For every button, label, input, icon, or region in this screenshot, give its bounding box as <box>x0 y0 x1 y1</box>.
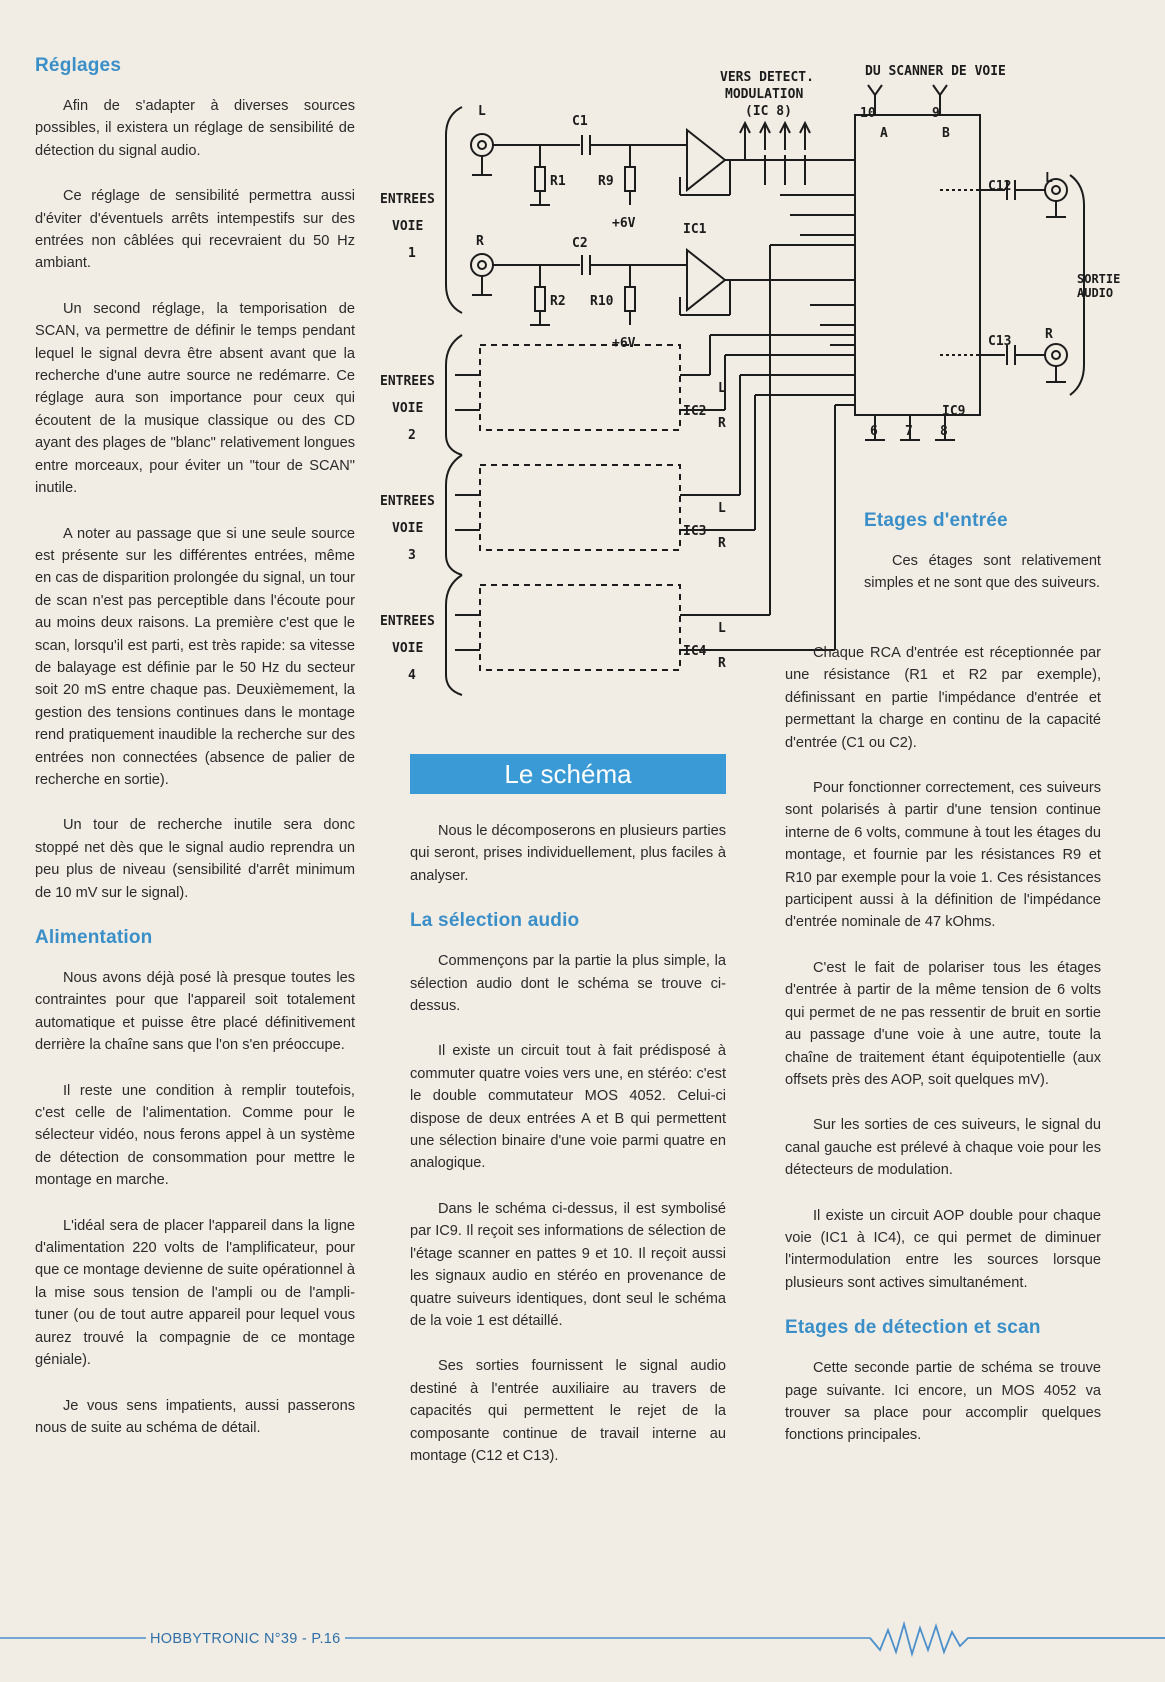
label-L-input: L <box>478 104 486 119</box>
label-entrees-2: ENTREES <box>380 374 435 389</box>
label-R2ch: R <box>718 416 726 431</box>
label-voie-2: VOIE <box>392 401 424 416</box>
right-column-top <box>864 510 1101 618</box>
paragraph: Afin de s'adapter à diverses sources possibles, il existera un réglage de sensibilité de détection du signal audio. <box>35 98 355 159</box>
label-R4ch: R <box>718 656 726 671</box>
paragraph: Pour fonctionner correctement, ces suiveurs sont polarisés à partir d'une tension continue interne de 6 volts, commune à tout les étages du montage, et fournie par les résistances R9 et R10 par exemple pour la voie 1. Ces résistances participent aussi à la définition de l'impédance d'entrée nominale de 47 kOhms. <box>785 780 1101 931</box>
label-du-scanner: DU SCANNER DE VOIE <box>865 64 1006 79</box>
label-voie-3: VOIE <box>392 521 424 536</box>
paragraph: Un second réglage, la temporisation de SCAN, va permettre de définir le temps pendant lequel le signal devra être absent avant que la recherche d'une autre source ne redémarre. Ce réglage aura son importance pour ceux qui écoutent de la musique classique ou des CD ayant des plages de "blanc" relativement longues entre morceaux, pour éviter un "tour de SCAN" inutile. <box>35 300 355 497</box>
label-num-4: 4 <box>408 668 416 683</box>
right-column <box>785 642 1101 1470</box>
label-C2: C2 <box>572 236 588 251</box>
paragraph: Commençons par la partie la plus simple, la sélection audio dont le schéma se trouve ci-dessus. <box>410 953 726 1015</box>
label-pinB: B <box>942 126 950 141</box>
left-column <box>35 55 355 1462</box>
label-voie-1: VOIE <box>392 219 424 234</box>
label-entrees-1: ENTREES <box>380 192 435 207</box>
label-ic8: (IC 8) <box>745 104 792 119</box>
circuit-schematic <box>380 55 1121 725</box>
paragraph: Nous avons déjà posé là presque toutes les contraintes pour que l'appareil soit totalement automatique et puisse être placé définitivement derrière la chaîne sans que l'on s'en préoccupe. <box>35 970 355 1054</box>
label-plus6v-b: +6V <box>612 336 636 351</box>
paragraph: Chaque RCA d'entrée est réceptionnée par une résistance (R1 et R2 par exemple), définissant en partie l'impédance d'entrée et permettant la charge en continu de la capacité d'entrée (C1 ou C2). <box>785 645 1101 751</box>
middle-column <box>410 820 726 1490</box>
waveform-icon <box>870 1624 1165 1654</box>
label-C12: C12 <box>988 179 1012 194</box>
label-R10: R10 <box>590 294 614 309</box>
label-pin10: 10 <box>860 106 876 121</box>
paragraph: Ces étages sont relativement simples et ne sont que des suiveurs. <box>864 553 1101 592</box>
label-L4: L <box>718 621 726 636</box>
paragraph: Il existe un circuit AOP double pour chaque voie (IC1 à IC4), ce qui permet de diminuer l'intermodulation entre les sources lorsque plusieurs sont actives simultanément. <box>785 1207 1101 1291</box>
label-num-1: 1 <box>408 246 416 261</box>
heading-reglages: Réglages <box>35 55 122 76</box>
label-pin7: 7 <box>905 424 913 439</box>
heading-etages-entree: Etages d'entrée <box>864 510 1008 531</box>
label-entrees-3: ENTREES <box>380 494 435 509</box>
paragraph: Je vous sens impatients, aussi passerons nous de suite au schéma de détail. <box>35 1397 355 1436</box>
paragraph: C'est le fait de polariser tous les étages d'entrée à partir de la même tension de 6 volts qui permet de ne pas ressentir de bruit en sortie au passage d'une voie à une autre, toute la chaîne de traitement étant équipotentielle (aux offsets près des AOP, soit quelques mV). <box>785 959 1101 1088</box>
label-R9: R9 <box>598 174 614 189</box>
label-sortie: SORTIE <box>1077 272 1121 286</box>
label-pin9: 9 <box>932 106 940 121</box>
label-audio: AUDIO <box>1077 286 1114 300</box>
paragraph: Dans le schéma ci-dessus, il est symbolisé par IC9. Il reçoit ses informations de sélection de l'étage scanner en pattes 9 et 10. Il reçoit aussi les signaux audio en stéréo en provenance de quatre suiveurs identiques, dont seul le schéma de la voie 1 est détaillé. <box>410 1200 726 1329</box>
paragraph: Il existe un circuit tout à fait prédisposé à commuter quatre voies vers une, en stéréo: c'est le double commutateur MOS 4052. Celui-ci dispose de deux entrées A et B qui permettent une sélection binaire d'une voie parmi quatre en analogique. <box>410 1043 726 1172</box>
label-IC9: IC9 <box>942 404 966 419</box>
heading-selection-audio: La sélection audio <box>410 910 580 932</box>
label-L3: L <box>718 501 726 516</box>
footer-page-number: HOBBYTRONIC N°39 - P.16 <box>146 1631 345 1647</box>
paragraph: Un tour de recherche inutile sera donc stoppé net dès que le signal audio reprendra un peu plus de niveau (sensibilité d'arrêt minimum de 10 mV sur le signal). <box>35 817 355 901</box>
label-C13: C13 <box>988 334 1012 349</box>
paragraph: Sur les sorties de ces suiveurs, le signal du canal gauche est prélevé à chaque voie pour les détecteurs de modulation. <box>785 1117 1101 1179</box>
paragraph: Nous le décomposerons en plusieurs parties qui seront, prises individuellement, plus faciles à analyser. <box>410 823 726 884</box>
label-num-3: 3 <box>408 548 416 563</box>
paragraph: Cette seconde partie de schéma se trouve page suivante. Ici encore, un MOS 4052 va trouver sa place pour accomplir quelques fonctions principales. <box>785 1360 1101 1444</box>
paragraph: A noter au passage que si une seule source est présente sur les différentes entrées, même en cas de disparition prolongée du signal, un tour de scan n'est pas perceptible dans l'écoute pour au moins deux raisons. La première c'est que le scan, lorsqu'il est parti, est très rapide: sa vitesse de balayage est définie par le 50 Hz du secteur soit 20 mS entre chaque pas. Deuxièmement, la gestion des tensions continues dans le montage rend pratiquement inaudible la recherche sur des entrées non connectées (absence de palier de recherche en sortie). <box>35 525 355 788</box>
label-R3ch: R <box>718 536 726 551</box>
paragraph: L'idéal sera de placer l'appareil dans la ligne d'alimentation 220 volts de l'amplificateur, pour que ce montage devienne de suite opérationnel à la mise sous tension de l'ampli ou de l'ampli-tuner (ou de tout autre appareil pour lequel vous aurez trouvé la compagnie de ce montage géniale). <box>35 1217 355 1369</box>
label-IC3: IC3 <box>683 524 707 539</box>
label-IC1: IC1 <box>683 222 707 237</box>
label-pin6: 6 <box>870 424 878 439</box>
label-pinA: A <box>880 126 888 141</box>
label-plus6v-a: +6V <box>612 216 636 231</box>
label-C1: C1 <box>572 114 588 129</box>
label-IC2: IC2 <box>683 404 707 419</box>
label-pin8: 8 <box>940 424 948 439</box>
label-R2: R2 <box>550 294 566 309</box>
label-L2: L <box>718 381 726 396</box>
label-R1: R1 <box>550 174 566 189</box>
label-IC4: IC4 <box>683 644 707 659</box>
label-modulation: MODULATION <box>725 87 804 102</box>
label-entrees-4: ENTREES <box>380 614 435 629</box>
heading-detection-scan: Etages de détection et scan <box>785 1317 1041 1339</box>
label-vers-detect: VERS DETECT. <box>720 70 814 85</box>
paragraph: Ses sorties fournissent le signal audio destiné à l'entrée auxiliaire au travers de capacités qui permettent le rejet de la composante continue de travail interne au montage (C12 et C13). <box>410 1358 726 1464</box>
label-voie-4: VOIE <box>392 641 424 656</box>
label-R-input: R <box>476 234 484 249</box>
paragraph: Il reste une condition à remplir toutefois, c'est celle de l'alimentation. Comme pour le sélecteur vidéo, nous ferons appel à un système de détection de consommation pour mettre le montage en marche. <box>35 1082 355 1189</box>
heading-alimentation: Alimentation <box>35 927 153 948</box>
label-L-out: L <box>1045 171 1053 186</box>
section-banner: Le schéma <box>410 754 726 794</box>
paragraph: Ce réglage de sensibilité permettra aussi d'éviter d'éventuels arrêts intempestifs sur des entrées non câblées qui recevraient du 50 Hz ambiant. <box>35 188 355 272</box>
label-R-out: R <box>1045 327 1053 342</box>
label-num-2: 2 <box>408 428 416 443</box>
